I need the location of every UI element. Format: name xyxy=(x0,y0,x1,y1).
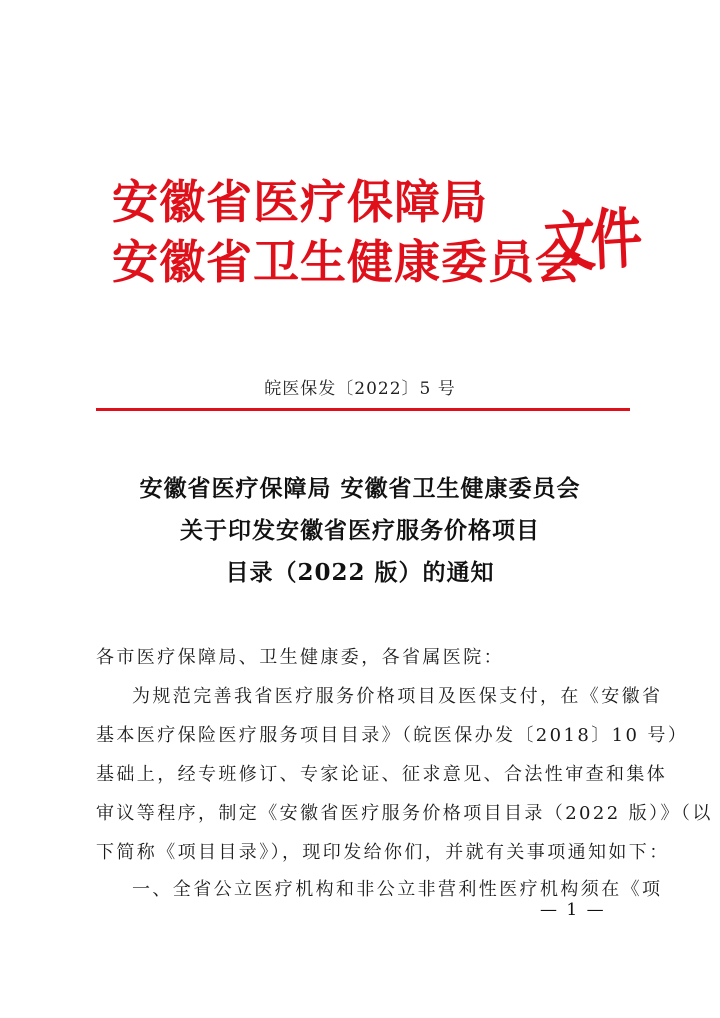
issuing-authority-header xyxy=(112,168,640,298)
body-line: 基础上，经专班修订、专家论证、征求意见、合法性审查和集体 xyxy=(96,764,668,785)
red-divider-line xyxy=(96,408,630,411)
document-title-line-3: 目录（2022 版）的通知 xyxy=(225,559,495,586)
body-line: 审议等程序，制定《安徽省医疗服务价格项目目录（2022 版）》（以 xyxy=(96,803,713,824)
issuer-name-2: 安徽省卫生健康委员会 xyxy=(112,235,582,289)
salutation: 各市医疗保障局、卫生健康委，各省属医院： xyxy=(96,647,504,668)
page-number: — 1 — xyxy=(540,900,606,920)
body-line: 一、全省公立医疗机构和非公立非营利性医疗机构须在《项 xyxy=(132,879,663,900)
body-line: 下简称《项目目录》），现印发给你们，并就有关事项通知如下： xyxy=(96,842,670,863)
body-line: 为规范完善我省医疗服务价格项目及医保支付，在《安徽省 xyxy=(132,686,663,707)
document-number: 皖医保发〔2022〕5 号 xyxy=(264,379,456,399)
document-type-label: 文件 xyxy=(542,198,640,283)
issuer-name-1: 安徽省医疗保障局 xyxy=(112,175,488,229)
document-title-line-2: 关于印发安徽省医疗服务价格项目 xyxy=(180,517,540,544)
document-title-line-1: 安徽省医疗保障局 安徽省卫生健康委员会 xyxy=(139,475,581,502)
body-line: 基本医疗保险医疗服务项目目录》（皖医保办发〔2018〕10 号） xyxy=(96,725,689,746)
